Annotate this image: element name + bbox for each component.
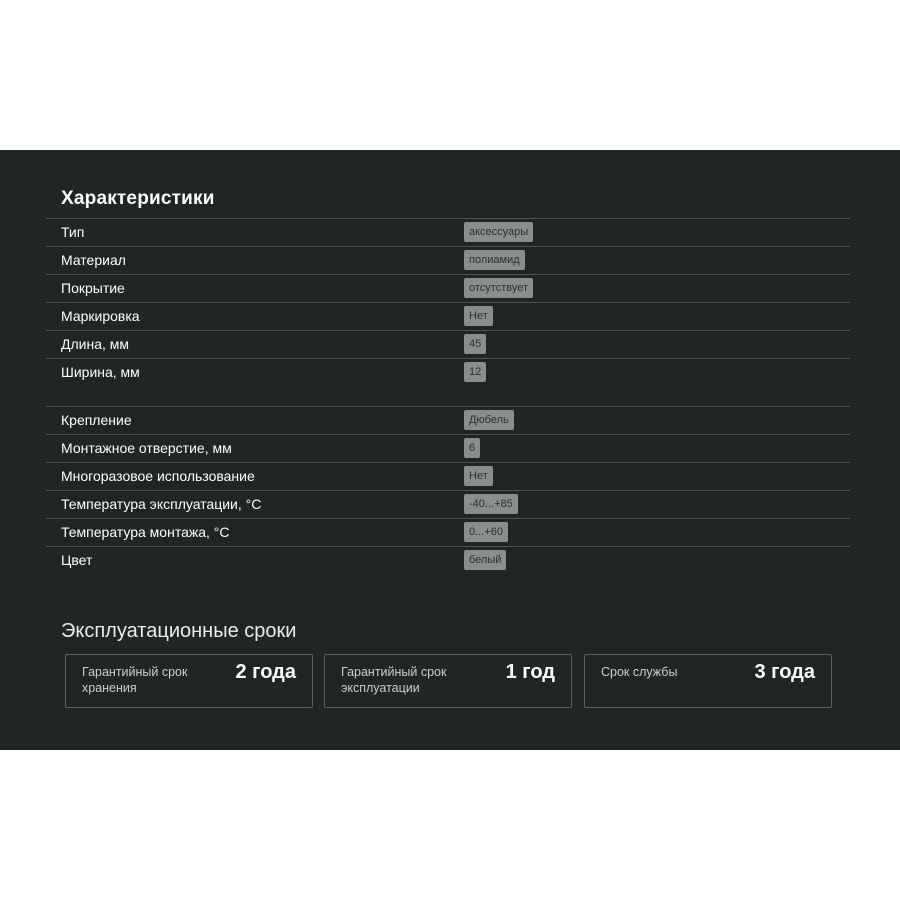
spec-value-chip: Нет xyxy=(464,306,493,326)
specs-title: Характеристики xyxy=(61,188,215,209)
spec-row-type xyxy=(46,218,850,246)
spec-row-reusable xyxy=(46,462,850,490)
term-label: Срок службы xyxy=(601,665,678,679)
spec-label: Тип xyxy=(61,224,85,240)
term-card-operation-warranty xyxy=(324,654,572,708)
spec-value-chip: белый xyxy=(464,550,506,570)
spec-label: Ширина, мм xyxy=(61,364,140,380)
spec-label: Многоразовое использование xyxy=(61,468,255,484)
spec-label: Температура эксплуатации, °С xyxy=(61,496,262,512)
spec-row-mount-hole xyxy=(46,434,850,462)
spec-label: Монтажное отверстие, мм xyxy=(61,440,232,456)
spec-row-operating-temp xyxy=(46,490,850,518)
spec-label: Температура монтажа, °С xyxy=(61,524,230,540)
spec-value-chip: Нет xyxy=(464,466,493,486)
spec-label: Длина, мм xyxy=(61,336,130,352)
terms-title: Эксплуатационные сроки xyxy=(61,620,297,642)
spec-value-chip: аксессуары xyxy=(464,222,533,242)
term-value: 3 года xyxy=(754,661,815,683)
spec-row-mounting-temp xyxy=(46,518,850,546)
spec-label: Покрытие xyxy=(61,280,125,296)
specs-table-main xyxy=(46,218,850,386)
spec-value-chip: отсутствует xyxy=(464,278,533,298)
term-card-service-life xyxy=(584,654,832,708)
spec-row-material xyxy=(46,246,850,274)
term-card-storage-warranty xyxy=(65,654,313,708)
spec-row-fastening xyxy=(46,406,850,434)
spec-label: Маркировка xyxy=(61,308,140,324)
spec-value-chip: 0...+60 xyxy=(464,522,508,542)
spec-value-chip: полиамид xyxy=(464,250,525,270)
spec-value-chip: 6 xyxy=(464,438,480,458)
term-label: Гарантийный срок эксплуатации xyxy=(341,665,447,695)
spec-label: Материал xyxy=(61,252,126,268)
spec-value-chip: 12 xyxy=(464,362,486,382)
spec-label: Крепление xyxy=(61,412,132,428)
spec-row-marking xyxy=(46,302,850,330)
term-value: 2 года xyxy=(235,661,296,683)
spec-row-length xyxy=(46,330,850,358)
specs-table-secondary xyxy=(46,406,850,574)
spec-row-width xyxy=(46,358,850,386)
spec-row-color xyxy=(46,546,850,574)
spec-value-chip: Дюбель xyxy=(464,410,514,430)
spec-row-coating xyxy=(46,274,850,302)
spec-label: Цвет xyxy=(61,552,93,568)
term-value: 1 год xyxy=(505,661,555,683)
spec-value-chip: -40...+85 xyxy=(464,494,518,514)
specs-panel xyxy=(0,150,900,750)
spec-value-chip: 45 xyxy=(464,334,486,354)
term-label: Гарантийный срок хранения xyxy=(82,665,188,695)
